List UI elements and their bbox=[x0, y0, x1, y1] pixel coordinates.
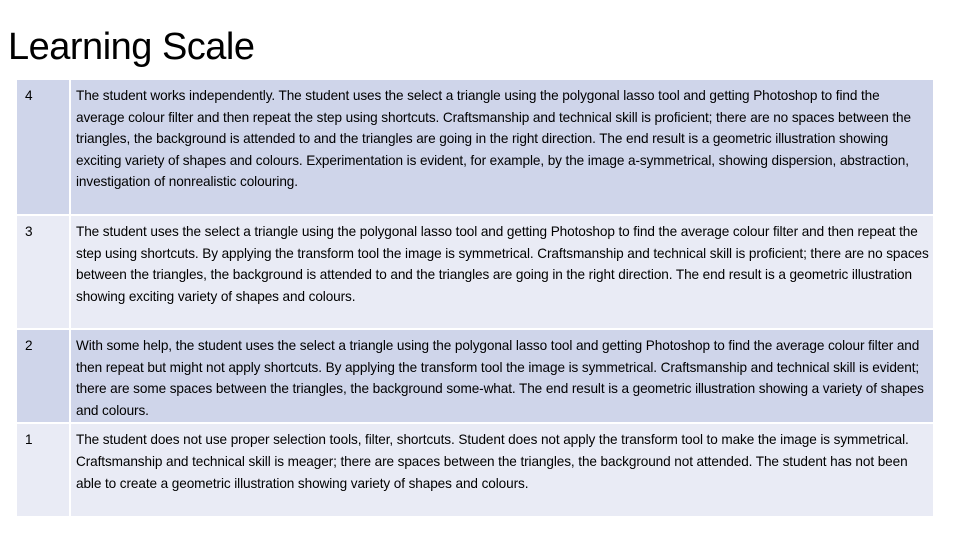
description-cell: The student uses the select a triangle using the polygonal lasso tool and getting Photoshop to find the average colour filter and then repeat the step using shortcuts. By applying the transform tool the image is symmetrical. Craftsmanship and technical skill is proficient; there are no spaces between the triangles, the background is attended to and the triangles are going in the right direction. The end result is a geometric illustration showing exciting variety of shapes and colours. bbox=[70, 215, 933, 329]
table-row bbox=[17, 79, 933, 215]
table-row bbox=[17, 329, 933, 423]
table-row bbox=[17, 423, 933, 517]
score-cell: 1 bbox=[17, 423, 70, 517]
learning-scale-table bbox=[17, 78, 933, 518]
score-cell: 3 bbox=[17, 215, 70, 329]
description-cell: The student does not use proper selection tools, filter, shortcuts. Student does not apply the transform tool to make the image is symmetrical. Craftsmanship and technical skill is meager; there are spaces between the triangles, the background not attended. The student has not been able to create a geometric illustration showing variety of shapes and colours. bbox=[70, 423, 933, 517]
table-row bbox=[17, 215, 933, 329]
description-cell: The student works independently. The student uses the select a triangle using the polygonal lasso tool and getting Photoshop to find the average colour filter and then repeat the step using shortcuts. Craftsmanship and technical skill is proficient; there are no spaces between the triangles, the background is attended to and the triangles are going in the right direction. The end result is a geometric illustration showing exciting variety of shapes and colours. Experimentation is evident, for example, by the image a-symmetrical, showing dispersion, abstraction, investigation of nonrealistic colouring. bbox=[70, 79, 933, 215]
score-cell: 2 bbox=[17, 329, 70, 423]
page-title: Learning Scale bbox=[8, 26, 255, 68]
score-cell: 4 bbox=[17, 79, 70, 215]
description-cell: With some help, the student uses the select a triangle using the polygonal lasso tool and getting Photoshop to find the average colour filter and then repeat but might not apply shortcuts. By applying the transform tool the image is symmetrical. Craftsmanship and technical skill is evident; there are some spaces between the triangles, the background some-what. The end result is a geometric illustration showing a variety of shapes and colours. bbox=[70, 329, 933, 423]
